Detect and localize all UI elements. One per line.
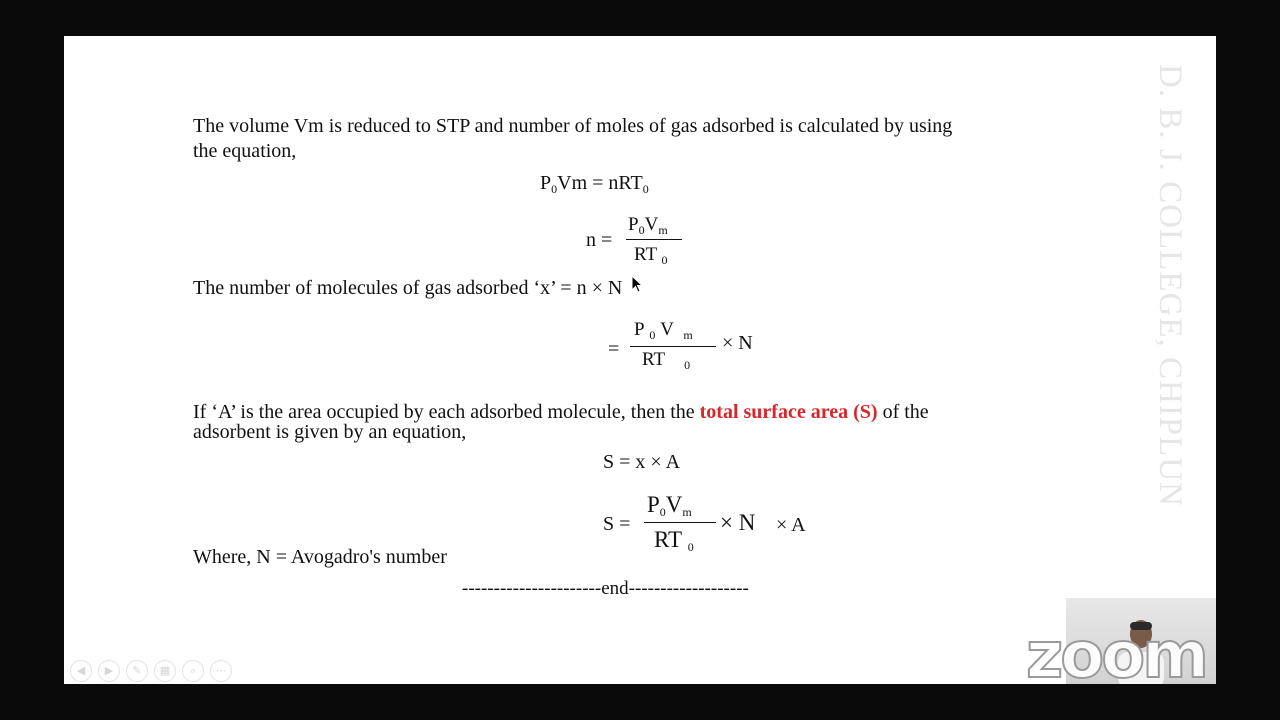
highlight-total-surface-area: total surface area (S) bbox=[699, 401, 878, 423]
zoom-logo: zoom bbox=[1026, 619, 1206, 693]
equation-surface-area-tail-a: × A bbox=[776, 514, 806, 536]
equation-surface-area-numerator: $P_0V_m$ bbox=[647, 492, 692, 519]
paragraph-line: The volume Vm is reduced to STP and number of moles of gas adsorbed is calculated by using bbox=[193, 115, 953, 137]
equation-molecules-numerator: P $_0$ V $_m$ bbox=[634, 319, 693, 342]
paragraph-molecules: The number of molecules of gas adsorbed ‘x’ = n × N bbox=[193, 277, 623, 299]
fraction-bar bbox=[630, 346, 716, 347]
equation-molecules-eq: = bbox=[608, 338, 620, 360]
equation-moles-numerator: $P_0V_m$ bbox=[628, 214, 668, 237]
equation-molecules-tail: × N bbox=[722, 332, 753, 354]
next-icon[interactable]: ▶ bbox=[98, 660, 120, 682]
presentation-slide bbox=[64, 36, 1216, 684]
pen-icon[interactable]: ✎ bbox=[126, 660, 148, 682]
equation-surface-area-denominator: RT $_0$ bbox=[654, 527, 694, 554]
mouse-cursor-icon bbox=[631, 275, 643, 293]
paragraph-line: adsorbent is given by an equation, bbox=[193, 421, 467, 443]
prev-icon[interactable]: ◀ bbox=[70, 660, 92, 682]
equation-molecules-denominator: RT $_0$ bbox=[642, 349, 691, 372]
equation-surface-area-tail-n: × N bbox=[720, 510, 756, 535]
paragraph-area: If ‘A’ is the area occupied by each adsorbed molecule, then the total surface area (S) of the bbox=[193, 401, 929, 423]
more-icon[interactable]: ⋯ bbox=[210, 660, 232, 682]
equation-ideal-gas: $P_0Vm = nRT_0$ bbox=[540, 172, 649, 196]
college-watermark: D. B. J. COLLEGE, CHIPLUN bbox=[1152, 64, 1188, 507]
zoom-icon[interactable]: ⌕ bbox=[182, 660, 204, 682]
fraction-bar bbox=[644, 522, 716, 523]
slides-icon[interactable]: ▦ bbox=[154, 660, 176, 682]
equation-surface-area-lhs: S = bbox=[603, 513, 631, 535]
paragraph-line: the equation, bbox=[193, 140, 297, 162]
equation-surface-area-simple: S = x × A bbox=[603, 451, 681, 473]
slideshow-toolbar bbox=[70, 660, 232, 682]
end-marker: ----------------------end------------------- bbox=[462, 578, 749, 599]
equation-moles-denominator: RT $_0$ bbox=[634, 244, 668, 267]
fraction-bar bbox=[626, 239, 682, 240]
paragraph-where: Where, N = Avogadro's number bbox=[193, 546, 447, 568]
equation-moles-lhs: n = bbox=[586, 229, 613, 251]
